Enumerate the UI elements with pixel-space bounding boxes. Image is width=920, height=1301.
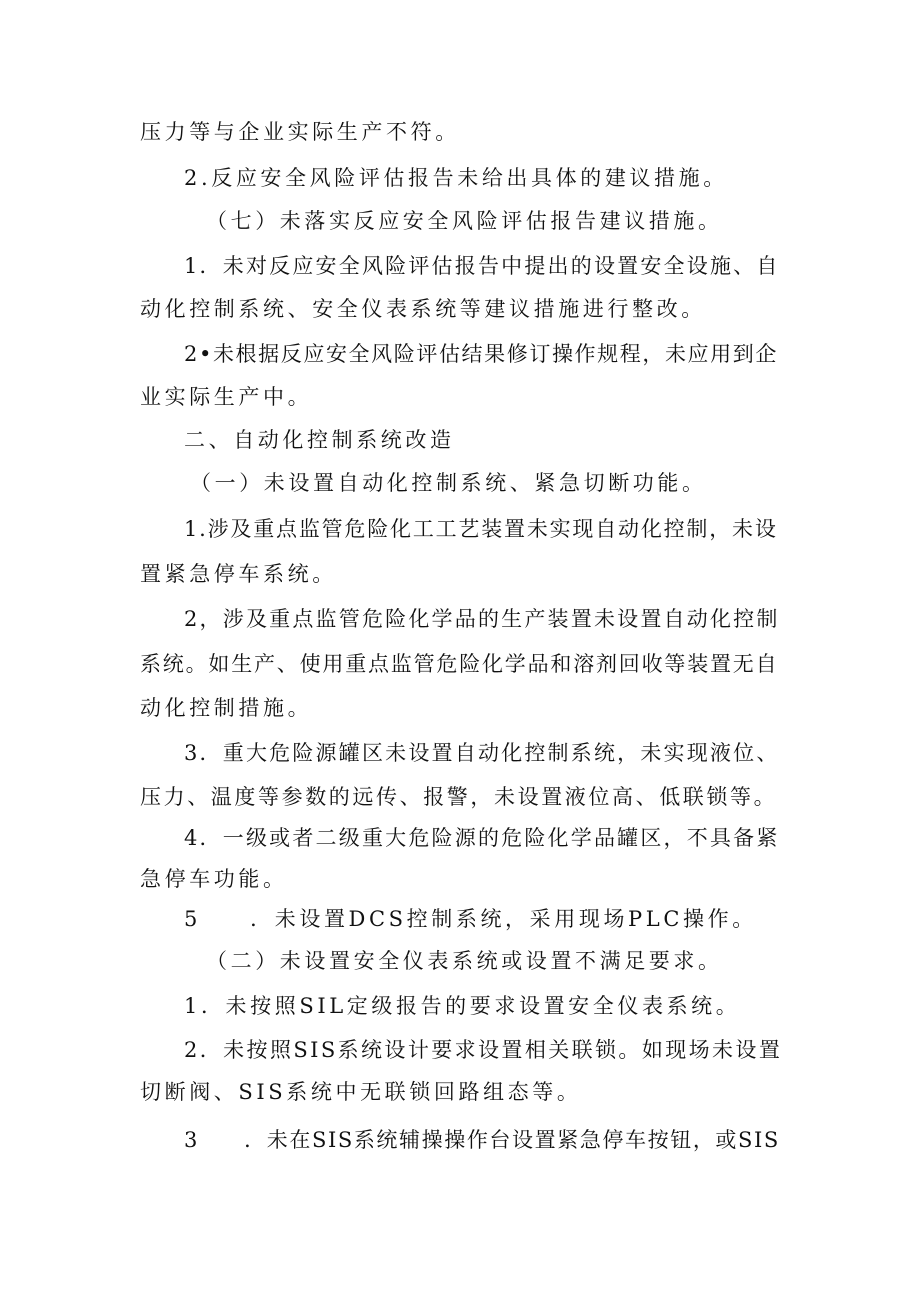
text-line: 3 ．未在SIS系统辅操操作台设置紧急停车按钮，或SIS [184, 1128, 780, 1152]
text-line: 系统。如生产、使用重点监管危险化学品和溶剂回收等装置无自 [140, 652, 779, 676]
text-line: 2•未根据反应安全风险评估结果修订操作规程，未应用到企 [184, 342, 778, 366]
section-heading: （七）未落实反应安全风险评估报告建议措施。 [206, 209, 723, 233]
text-line: 1．未按照SIL定级报告的要求设置安全仪表系统。 [184, 994, 741, 1018]
text-line: 3．重大危险源罐区未设置自动化控制系统，未实现液位、 [184, 741, 780, 765]
text-line: 动化控制系统、安全仪表系统等建议措施进行整改。 [140, 297, 706, 321]
text-line: 动化控制措施。 [140, 696, 313, 720]
text-line: 1．未对反应安全风险评估报告中提出的设置安全设施、自 [184, 254, 780, 278]
text-line: 1.涉及重点监管危险化工工艺装置未实现自动化控制，未设 [184, 517, 778, 541]
chapter-heading: 二、自动化控制系统改造 [184, 428, 455, 452]
text-line: 压力、温度等参数的远传、报警，未设置液位高、低联锁等。 [140, 785, 778, 809]
section-heading: （一）未设置自动化控制系统、紧急切断功能。 [190, 471, 707, 495]
text-line: 5 ．未设置DCS控制系统，采用现场PLC操作。 [184, 907, 757, 931]
section-heading: （二）未设置安全仪表系统或设置不满足要求。 [206, 949, 723, 973]
text-line: 置紧急停车系统。 [140, 562, 337, 586]
text-line: 2．未按照SIS系统设计要求设置相关联锁。如现场未设置 [184, 1038, 783, 1062]
text-line: 急停车功能。 [140, 867, 288, 891]
text-line: 2.反应安全风险评估报告未给出具体的建议措施。 [184, 166, 728, 190]
text-line: 业实际生产中。 [140, 385, 313, 409]
text-line: 4．一级或者二级重大危险源的危险化学品罐区，不具备紧 [184, 826, 780, 850]
text-line: 切断阀、SIS系统中无联锁回路组态等。 [140, 1080, 582, 1104]
text-line: 2，涉及重点监管危险化学品的生产装置未设置自动化控制 [184, 607, 780, 631]
text-line: 压力等与企业实际生产不符。 [140, 120, 460, 144]
